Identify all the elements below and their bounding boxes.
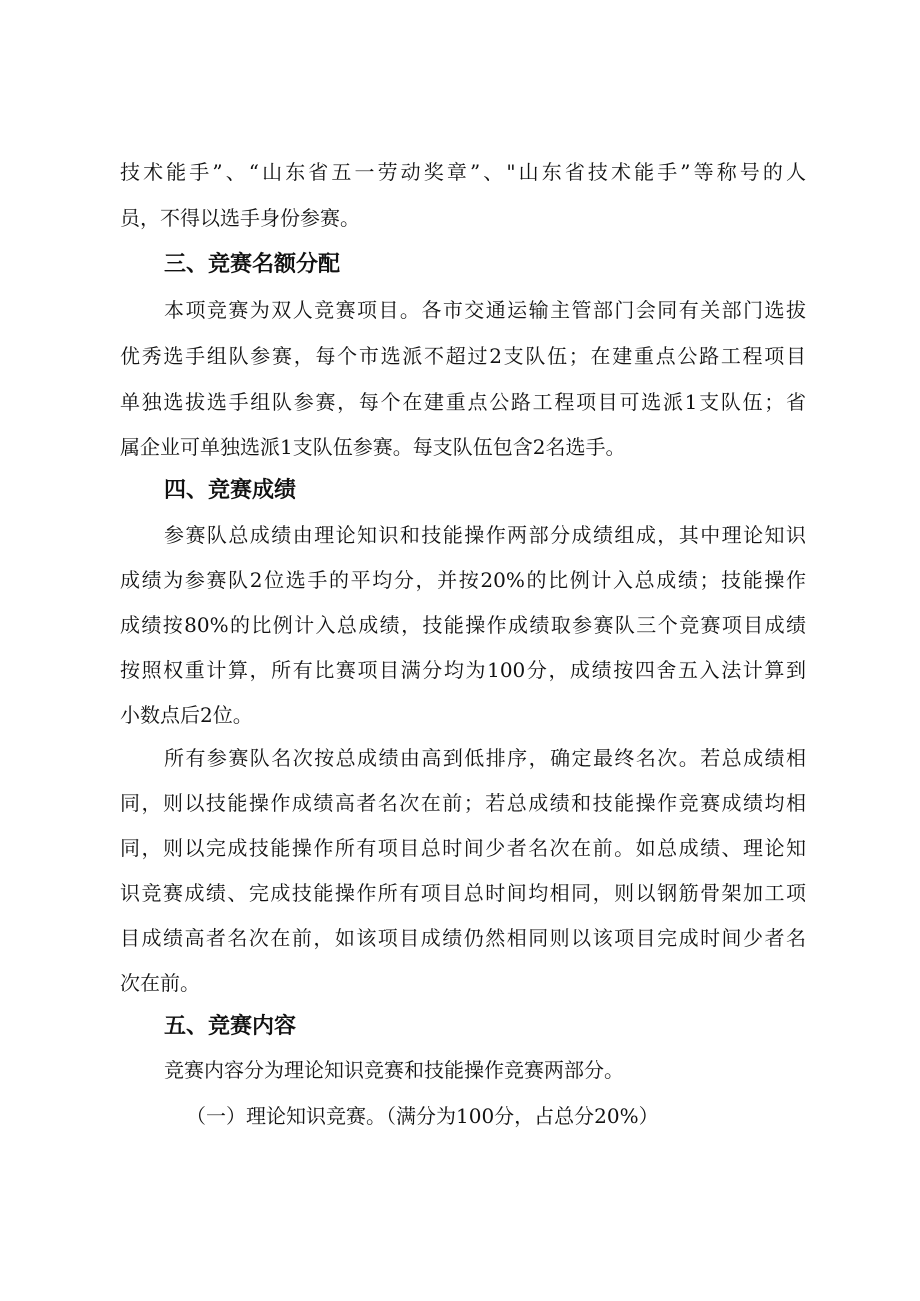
paragraph-line: 目成绩高者名次在前，如该项目成绩仍然相同则以该项目完成时间少者名: [120, 926, 806, 950]
paragraph-line: 次在前。: [120, 971, 200, 995]
paragraph-line: 成绩按80%的比例计入总成绩，技能操作成绩取参赛队三个竞赛项目成绩: [120, 613, 806, 637]
paragraph-line: 单独选拔选手组队参赛，每个在建重点公路工程项目可选派1支队伍；省: [120, 390, 806, 414]
paragraph-line: 同，则以技能操作成绩高者名次在前；若总成绩和技能操作竞赛成绩均相: [120, 791, 806, 815]
paragraph-line: 同，则以完成技能操作所有项目总时间少者名次在前。如总成绩、理论知: [120, 836, 806, 860]
paragraph-line: 优秀选手组队参赛，每个市选派不超过2支队伍；在建重点公路工程项目: [120, 344, 806, 368]
section-heading-scores: 四、竞赛成绩: [164, 478, 297, 503]
section-heading-quota: 三、竞赛名额分配: [164, 252, 341, 277]
paragraph-line: 小数点后2位。: [120, 703, 253, 727]
paragraph-line: 属企业可单独选派1支队伍参赛。每支队伍包含2名选手。: [120, 435, 626, 459]
paragraph-line: 参赛队总成绩由理论知识和技能操作两部分成绩组成，其中理论知识: [164, 523, 806, 547]
paragraph-line: 成绩为参赛队2位选手的平均分，并按20%的比例计入总成绩；技能操作: [120, 568, 806, 592]
subsection-heading-theory: （一）理论知识竞赛。（满分为100分，占总分20%）: [186, 1104, 659, 1128]
paragraph-line: 识竞赛成绩、完成技能操作所有项目总时间均相同，则以钢筋骨架加工项: [120, 881, 806, 905]
paragraph-line: 技术能手”、“山东省五一劳动奖章”、"山东省技术能手”等称号的人: [120, 160, 806, 184]
section-heading-content: 五、竞赛内容: [164, 1014, 297, 1039]
paragraph-line: 员，不得以选手身份参赛。: [120, 206, 360, 230]
paragraph-line: 所有参赛队名次按总成绩由高到低排序，确定最终名次。若总成绩相: [164, 746, 806, 770]
paragraph-line: 竞赛内容分为理论知识竞赛和技能操作竞赛两部分。: [164, 1058, 624, 1082]
paragraph-line: 按照权重计算，所有比赛项目满分均为100分，成绩按四舍五入法计算到: [120, 658, 806, 682]
paragraph-line: 本项竞赛为双人竞赛项目。各市交通运输主管部门会同有关部门选拔: [164, 298, 806, 322]
